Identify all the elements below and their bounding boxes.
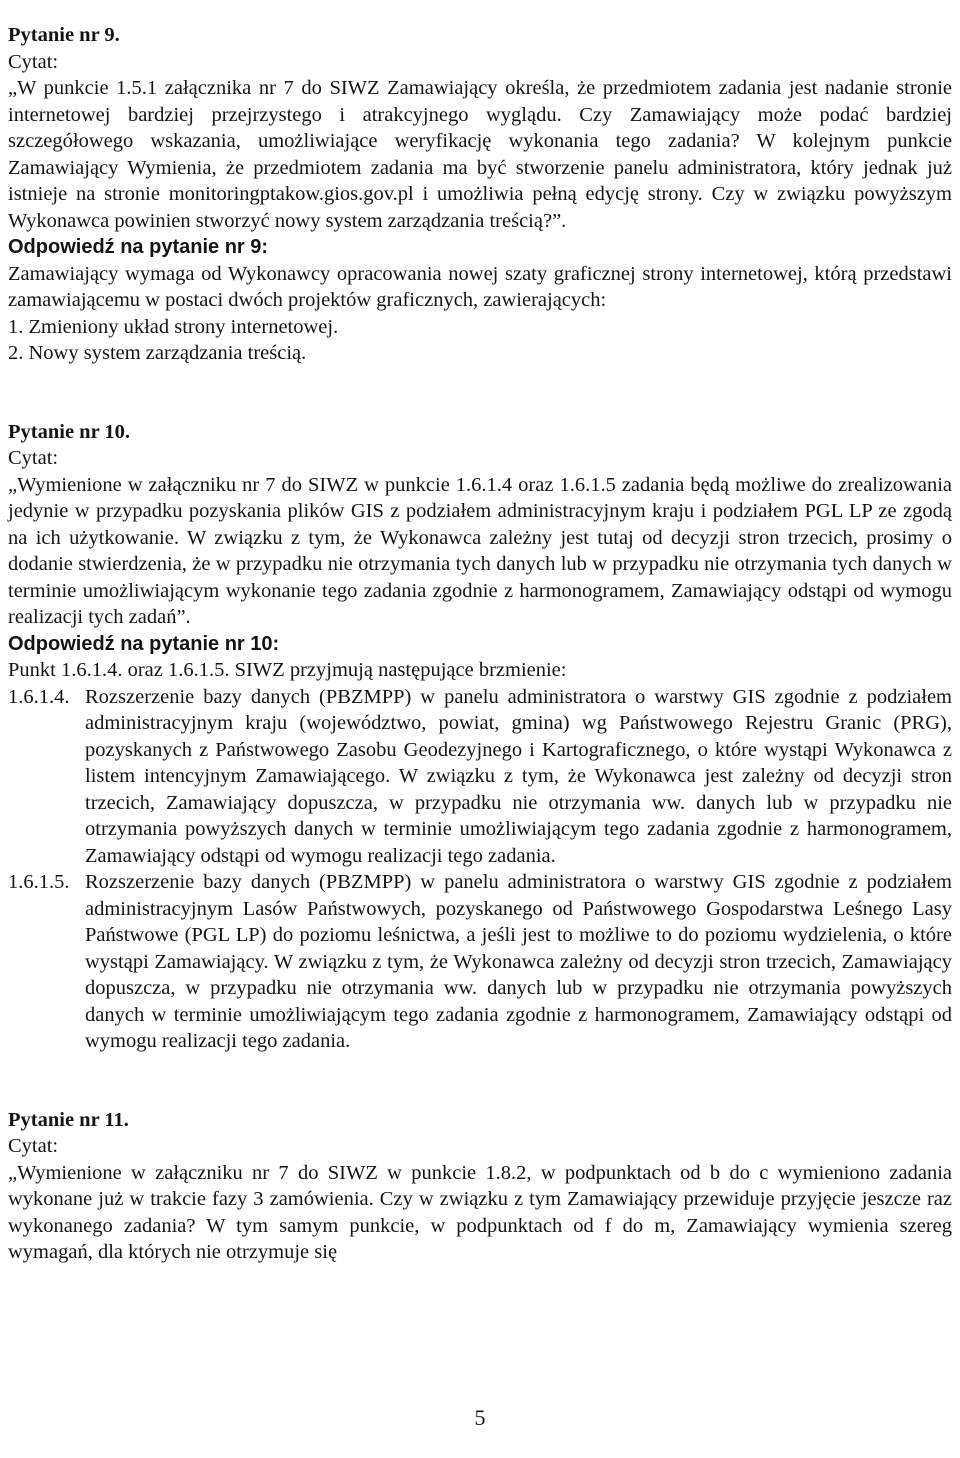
- question-9-heading: Pytanie nr 9.: [8, 24, 120, 46]
- point-text: Rozszerzenie bazy danych (PBZMPP) w panelu administratora o warstwy GIS zgodnie z podziałem administracyjnym Lasów Państwowych, pozyskanego od Państwowego Gospodarstwa Leśnego Lasy Państwowe (PGL LP) do poziomu leśnictwa, a jeśli jest to możliwe to do poziomu wydzielenia, o które wystąpi Zamawiający. W związku z tym, że Wykonawca zależny od decyzji stron trzecich, Zamawiający dopuszcza, w przypadku nie otrzymania ww. danych lub w przypadku nie otrzymania powyższych danych w terminie umożliwiającym tego zadania zgodnie z harmonogramem, Zamawiający odstąpi od wymogu realizacji tego zadania.: [85, 871, 952, 1052]
- section-gap: [8, 1055, 952, 1107]
- answer-10-heading: Odpowiedź na pytanie nr 10:: [8, 632, 280, 655]
- point-number: 1.6.1.4.: [8, 685, 70, 708]
- question-9-quote: „W punkcie 1.5.1 załącznika nr 7 do SIWZ Zamawiający określa, że przedmiotem zadania jest nadanie stronie internetowej bardziej przejrzystego i atrakcyjnego wyglądu. Czy Zamawiający może podać bardziej szczegółowego wskazania, umożliwiające weryfikację wykonania tego zadania? W kolejnym punkcie Zamawiający Wymienia, że przedmiotem zadania ma być stworzenie panelu administratora, który jednak już istnieje na stronie monitoringptakow.gios.gov.pl i umożliwia pełną edycję strony. Czy w związku powyższym Wykonawca powinien stworzyć nowy system zarządzania treścią?”.: [8, 77, 952, 232]
- answer-9-item-1: 1. Zmieniony układ strony internetowej.: [8, 315, 339, 338]
- answer-10-point-2: [8, 869, 952, 1055]
- question-11-quote: „Wymienione w załączniku nr 7 do SIWZ w punkcie 1.8.2, w podpunktach od b do c wymieniono zadania wykonane już w trakcie fazy 3 zamówienia. Czy w związku z tym Zamawiający przewiduje przyjęcie jeszcze raz wykonanego zadania? W tym samym punkcie, w podpunktach od f do m, Zamawiający wymienia szereg wymagań, dla których nie otrzymuje się: [8, 1161, 952, 1263]
- question-10-cytat-label: Cytat:: [8, 447, 59, 469]
- page-number: 5: [474, 1405, 486, 1430]
- question-9-cytat-label: Cytat:: [8, 50, 59, 73]
- answer-9-text: Zamawiający wymaga od Wykonawcy opracowania nowej szaty graficznej strony internetowej, którą przedstawi zamawiającemu w postaci dwóch projektów graficznych, zawierających:: [8, 262, 952, 311]
- answer-9-heading: Odpowiedź na pytanie nr 9:: [8, 236, 269, 258]
- question-11-heading: Pytanie nr 11.: [8, 1108, 129, 1131]
- question-10-heading: Pytanie nr 10.: [8, 420, 131, 443]
- point-text: Rozszerzenie bazy danych (PBZMPP) w panelu administratora o warstwy GIS zgodnie z podziałem administracyjnym kraju (województwo, powiat, gmina) wg Państwowego Rejestru Granic (PRG), pozyskanych z Państwowego Zasobu Geodezyjnego i Kartograficznego, o które wystąpi Wykonawca z listem intencyjnym Zamawiającego. W związku z tym, że Wykonawca jest zależny od decyzji stron trzecich, Zamawiający dopuszcza, w przypadku nie otrzymania ww. danych lub w przypadku nie otrzymania powyższych danych w terminie umożliwiającym tego zadania zgodnie z harmonogramem, Zamawiający odstąpi od wymogu realizacji tego zadania.: [85, 685, 952, 867]
- answer-9-item-2: 2. Nowy system zarządzania treścią.: [8, 342, 307, 364]
- question-9: [8, 22, 952, 367]
- answer-10-point-1: [8, 684, 952, 870]
- question-11: [8, 1107, 952, 1266]
- point-number: 1.6.1.5.: [8, 871, 70, 893]
- section-gap: [8, 367, 952, 419]
- question-10-quote: „Wymienione w załączniku nr 7 do SIWZ w punkcie 1.6.1.4 oraz 1.6.1.5 zadania będą możliwe do zrealizowania jedynie w przypadku pozyskania plików GIS z podziałem administracyjnym kraju i podziałem PGL LP ze zgodą na ich użytkowanie. W związku z tym, że Wykonawca zależny jest tutaj od decyzji stron trzecich, prosimy o dodanie stwierdzenia, że w przypadku nie otrzymania tych danych lub w przypadku nie otrzymania tych danych w terminie umożliwiającym wykonanie tego zadania zgodnie z harmonogramem, Zamawiający odstąpi od wymogu realizacji tych zadań”.: [8, 473, 952, 628]
- document-page: [8, 22, 952, 1266]
- question-10: [8, 419, 952, 1055]
- question-11-cytat-label: Cytat:: [8, 1135, 59, 1157]
- answer-10-intro: Punkt 1.6.1.4. oraz 1.6.1.5. SIWZ przyjmują następujące brzmienie:: [8, 659, 567, 681]
